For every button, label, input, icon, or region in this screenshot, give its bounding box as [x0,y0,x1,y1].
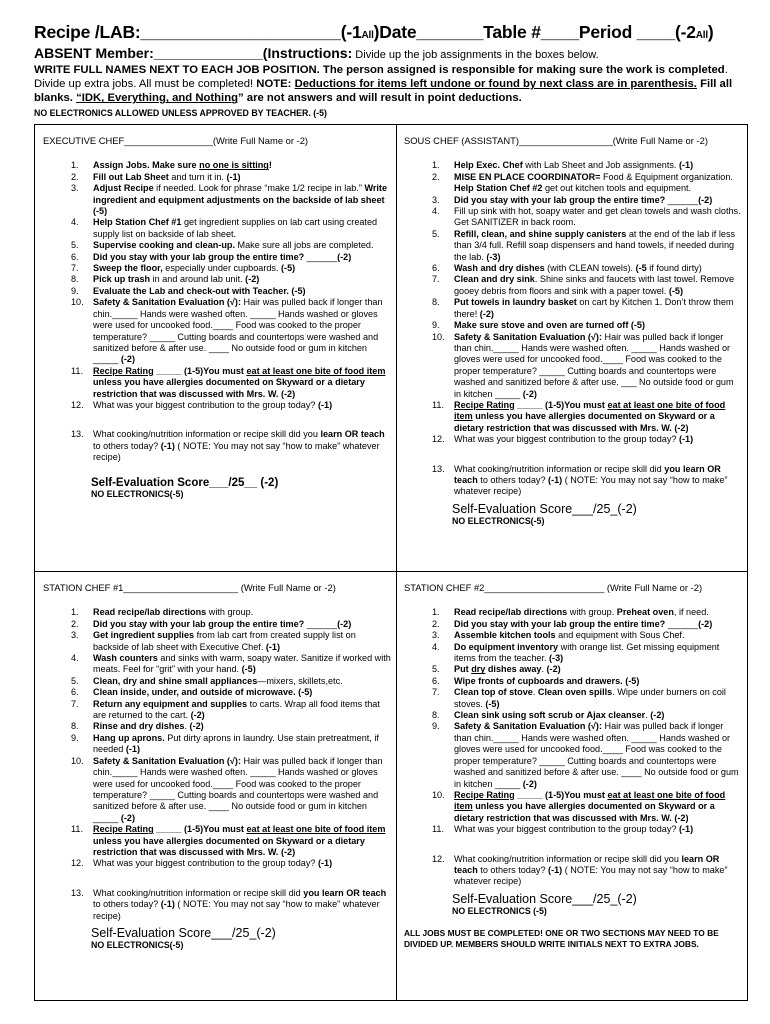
task-text: Evaluate the Lab and check-out with Teacher. (-5) [93,285,306,296]
task-item [404,229,742,263]
task-text: Help Exec. Chef with Lab Sheet and Job assignments. (-1) [454,160,694,171]
task-text: Get ingredient supplies from lab cart from created supply list on backside of lab sheet with Executive Chef. (-1) [93,630,356,652]
task-number: 6. [432,675,440,686]
task-item [404,464,742,498]
task-item [404,824,742,835]
absent-member-line: ABSENT Member:______________(Instructions: Divide up the job assignments in the boxes below. [34,45,599,61]
task-number: 1. [71,160,79,171]
station-chef-2-title: STATION CHEF #2_______________________ (Write Full Name or -2) [404,582,703,593]
task-text: What was your biggest contribution to the group today? (-1) [454,434,694,445]
task-text: What was your biggest contribution to the group today? (-1) [454,824,694,835]
task-text: Wipe fronts of cupboards and drawers. (-5) [454,675,640,686]
task-number: 1. [432,160,440,171]
task-item [404,332,742,400]
task-number: 5. [432,664,440,675]
task-number: 8. [432,710,440,721]
self-evaluation-score: Self-Evaluation Score___/25_(-2) [91,925,276,940]
task-text: Wash and dry dishes (with CLEAN towels). (-5 if found dirty) [454,263,702,274]
task-number: 13. [432,463,445,474]
task-item [43,607,391,618]
task-number: 3. [71,630,79,641]
task-number: 3. [432,630,440,641]
task-text: Safety & Sanitation Evaluation (√): Hair was pulled back if longer than chin._____ Hands were washed often. _____ Hands washed or gloves were used for uncooked food.____ Food was cooked to the proper temperature? _____ Cutting boards and countertops were washed and sanitized before & after use. ____ No outside food or gum in kitchen _____ (-2) [454,721,739,789]
self-evaluation-score: Self-Evaluation Score___/25__ (-2) [91,476,279,489]
task-number: 2. [432,618,440,629]
task-number: 11. [71,824,83,835]
task-text: What cooking/nutrition information or recipe skill did you learn OR teach to others today? (-1) ( NOTE: You may not say “how to make” whatever recipe) [93,887,387,921]
task-text: Sweep the floor, especially under cupboards. (-5) [93,263,296,274]
task-text: Supervise cooking and clean-up. Make sure all jobs are completed. [93,240,374,251]
task-item [404,664,742,675]
task-text: Clean and dry sink. Shine sinks and faucets with last towel. Remove gooey debris from floors and sink with a paper towel. (-5) [454,274,735,296]
grid-divider-horizontal [35,571,747,572]
task-text: Did you stay with your lab group the entire time? ______(-2) [454,194,713,205]
task-text: Clean top of stove. Clean oven spills. Wipe under burners on coil stoves. (-5) [454,687,726,709]
task-number: 7. [71,698,79,709]
task-number: 12. [432,853,445,864]
sous-chef-tasks [404,160,742,497]
station-chef-2-box [404,582,742,950]
task-number: 12. [71,858,84,869]
no-electronics: NO ELECTRONICS(-5) [91,488,184,499]
no-electronics: NO ELECTRONICS (-5) [452,906,547,917]
task-item [404,434,742,445]
task-item [404,854,742,888]
task-number: 5. [432,228,440,239]
task-text: What cooking/nutrition information or recipe skill did you learn OR teach to others today? (-1) ( NOTE: You may not say “how to make” whatever recipe) [454,853,728,887]
task-item [404,400,742,434]
task-number: 1. [432,607,440,618]
task-item [43,252,391,263]
task-number: 12. [432,434,445,445]
task-text: Make sure stove and oven are turned off (-5) [454,320,646,331]
task-number: 8. [71,274,79,285]
task-text: Do equipment inventory with orange list. Get missing equipment items from the teacher. (-3) [454,641,720,664]
executive-chef-box [43,135,391,500]
task-item [404,721,742,789]
task-text: Wash counters and sinks with warm, soapy water. Sanitize if worked with meats. Feel for “grit” with your hand. (-5) [93,653,391,675]
task-text: Recipe Rating _____ (1-5)You must eat at least one bite of food item unless you have allergies documented on Skyward or a dietary restriction that was discussed with Mrs. W. (-2) [454,789,726,823]
task-number: 10. [432,789,445,800]
self-evaluation-score: Self-Evaluation Score___/25_(-2) [452,891,637,906]
task-item [404,607,742,618]
task-item [43,160,391,171]
sous-chef-title: SOUS CHEF (ASSISTANT)__________________(Write Full Name or -2) [404,135,708,146]
task-item [43,699,391,722]
task-item [404,297,742,320]
task-item [43,366,391,400]
task-item [404,687,742,710]
task-number: 7. [71,263,79,274]
task-text: Read recipe/lab directions with group. [93,607,254,618]
task-item [404,790,742,824]
task-text: Return any equipment and supplies to carts. Wrap all food items that are returned to the cart. (-2) [93,698,380,721]
task-text: What cooking/nutrition information or recipe skill did you learn OR teach to others today? (-1) ( NOTE: You may not say “how to make” whatever recipe) [454,463,728,497]
page-title: Recipe /LAB:_____________________(-1All)Date_______Table #____Period ____(-2All) [34,22,714,42]
task-item [43,676,391,687]
task-number: 12. [71,399,84,410]
task-text: Refill, clean, and shine supply canisters at the end of the lab if less than 3/4 full. Refill soap dispensers and hand towels, if needed during the lab. (-3) [454,228,736,262]
task-text: Adjust Recipe if needed. Look for phrase “make 1/2 recipe in lab.” Write ingredient and equipment adjustments on the backside of lab sheet (-5) [93,183,388,217]
task-text: Did you stay with your lab group the entire time? ______(-2) [454,618,713,629]
task-number: 9. [432,721,440,732]
task-item [404,160,742,171]
task-text: Clean inside, under, and outside of microwave. (-5) [93,687,313,698]
task-item [43,858,391,869]
task-item [404,630,742,641]
task-number: 10. [432,331,445,342]
task-number: 7. [432,274,440,285]
task-number: 9. [71,285,79,296]
task-text: Rinse and dry dishes. (-2) [93,721,204,732]
task-number: 2. [71,618,79,629]
task-item [404,206,742,229]
task-item [43,297,391,365]
task-text: Safety & Sanitation Evaluation (√): Hair was pulled back if longer than chin._____ Hands were washed often. _____ Hands washed or gloves were used for uncooked food.____ Food was cooked to the proper temperature? _____ Cutting boards and countertops were washed and sanitized before & after use. ____ No outside food or gum in kitchen _____ (-2) [93,297,383,365]
task-text: Clean, dry and shine small appliances—mixers, skillets,etc. [93,675,343,686]
task-number: 9. [71,732,79,743]
task-item [43,183,391,217]
task-item [43,619,391,630]
task-item [43,756,391,824]
executive-chef-tasks [43,160,391,463]
task-item [404,172,742,195]
task-item [43,888,391,922]
task-item [43,172,391,183]
task-number: 5. [71,240,79,251]
task-item [404,195,742,206]
task-item [43,653,391,676]
task-number: 6. [71,687,79,698]
grid-divider-vertical [396,125,397,1000]
task-text: Recipe Rating _____ (1-5)You must eat at least one bite of food item unless you have allergies documented on Skyward or a dietary restriction that was discussed with Mrs. W. (-2) [93,824,386,857]
task-text: Clean sink using soft scrub or Ajax cleanser. (-2) [454,710,665,721]
task-item [43,721,391,732]
station-chef-2-tasks [404,607,742,887]
station-chef-1-tasks [43,607,391,922]
task-text: Put towels in laundry basket on cart by Kitchen 1. Don’t throw them there! (-2) [454,297,734,319]
task-text: Safety & Sanitation Evaluation (√): Hair was pulled back if longer than chin._____ Hands were washed often. _____ Hands washed or gloves were used for uncooked food.____ Food was cooked to the proper temperature? _____ Cutting boards and countertops were washed and sanitized before & after use. ___ No outside food or gum in kitchen _____ (-2) [454,331,734,399]
task-number: 3. [71,183,79,194]
task-number: 5. [71,675,79,686]
task-item [43,286,391,297]
task-item [43,240,391,251]
task-text: MISE EN PLACE COORDINATOR= Food & Equipment organization. Help Station Chef #2 get out kitchen tools and equipment. [454,171,733,194]
footer-note: ALL JOBS MUST BE COMPLETED! ONE OR TWO SECTIONS MAY NEED TO BE DIVIDED UP. MEMBERS SHOULD WRITE INITIALS NEXT TO EXTRA JOBS. [404,927,719,949]
task-number: 2. [432,171,440,182]
task-text: Assign Jobs. Make sure no one is sitting! [93,160,272,171]
task-item [43,687,391,698]
task-number: 4. [432,641,440,652]
task-item [404,676,742,687]
job-grid [34,124,748,1001]
task-text: Recipe Rating _____ (1-5)You must eat at least one bite of food item unless you have allergies documented on Skyward or a dietary restriction that was discussed with Mrs. W. (-2) [454,399,726,433]
task-number: 4. [432,206,440,217]
task-text: Assemble kitchen tools and equipment with Sous Chef. [454,630,685,641]
task-number: 8. [432,297,440,308]
task-text: What cooking/nutrition information or recipe skill did you learn OR teach to others today? (-1) ( NOTE: You may not say “how to make” whatever recipe) [93,429,385,463]
task-item [404,320,742,331]
task-item [43,263,391,274]
task-item [404,274,742,297]
task-text: Hang up aprons. Put dirty aprons in laundry. Use stain pretreatment, if needed (-1) [93,732,379,755]
task-text: Safety & Sanitation Evaluation (√): Hair was pulled back if longer than chin._____ Hands were washed often. _____ Hands washed or gloves were used for uncooked food.____ Food was cooked to the proper temperature? _____ Cutting boards and countertops were washed and sanitized before & after use. ____ No outside food or gum in kitchen _____ (-2) [93,755,383,823]
task-number: 4. [71,217,79,228]
no-electronics: NO ELECTRONICS(-5) [452,516,545,527]
task-number: 11. [71,365,83,376]
station-chef-1-box [43,582,391,952]
self-evaluation-score: Self-Evaluation Score___/25_(-2) [452,501,637,516]
instructions: WRITE FULL NAMES NEXT TO EACH JOB POSITION. The person assigned is responsible for making sure the work is completed. Divide up extra jobs. All must be completed! NOTE: Deductions for items left undone or found by next class are in parenthesis. Fill all blanks. “IDK, Everything, and Nothing” are not answers and will result in point deductions. [34,64,733,105]
task-number: 13. [71,429,84,440]
task-item [404,619,742,630]
task-number: 10. [71,297,84,308]
task-text: What was your biggest contribution to the group today? (-1) [93,399,333,410]
task-item [43,217,391,240]
task-item [404,642,742,665]
task-number: 1. [71,607,79,618]
task-number: 6. [432,263,440,274]
task-item [43,733,391,756]
task-item [404,263,742,274]
task-text: Pick up trash in and around lab unit. (-2) [93,274,260,285]
task-text: Did you stay with your lab group the entire time? ______(-2) [93,618,352,629]
task-number: 4. [71,653,79,664]
task-text: Did you stay with your lab group the entire time? ______(-2) [93,251,352,262]
task-number: 7. [432,687,440,698]
no-electronics-notice: NO ELECTRONICS ALLOWED UNLESS APPROVED BY TEACHER. (-5) [34,108,327,118]
task-number: 3. [432,194,440,205]
task-item [43,824,391,858]
task-number: 10. [71,755,84,766]
task-item [43,400,391,411]
task-number: 6. [71,251,79,262]
task-number: 2. [71,171,79,182]
station-chef-1-title: STATION CHEF #1______________________ (Write Full Name or -2) [43,582,336,593]
no-electronics: NO ELECTRONICS(-5) [91,940,184,951]
task-text: What was your biggest contribution to the group today? (-1) [93,858,333,869]
task-item [43,274,391,285]
task-text: Fill out Lab Sheet and turn it in. (-1) [93,171,241,182]
task-number: 9. [432,320,440,331]
task-number: 11. [432,399,444,410]
task-text: Fill up sink with hot, soapy water and get clean towels and wash cloths. Get SANITIZER in back room. [454,206,741,228]
task-text: Put dry dishes away. (-2) [454,664,561,675]
executive-chef-title: EXECUTIVE CHEF_________________(Write Full Name or -2) [43,135,309,146]
task-number: 11. [432,824,444,835]
task-text: Read recipe/lab directions with group. Preheat oven, if need. [454,607,709,618]
task-item [43,630,391,653]
sous-chef-box [404,135,742,528]
task-number: 8. [71,721,79,732]
task-text: Recipe Rating _____ (1-5)You must eat at least one bite of food item unless you have allergies documented on Skyward or a dietary restriction that was discussed with Mrs. W. (-2) [93,365,386,399]
task-item [43,429,391,463]
task-text: Help Station Chef #1 get ingredient supplies on lab cart using created supply list on backside of lab sheet. [93,217,378,239]
task-item [404,710,742,721]
task-number: 13. [71,887,84,898]
